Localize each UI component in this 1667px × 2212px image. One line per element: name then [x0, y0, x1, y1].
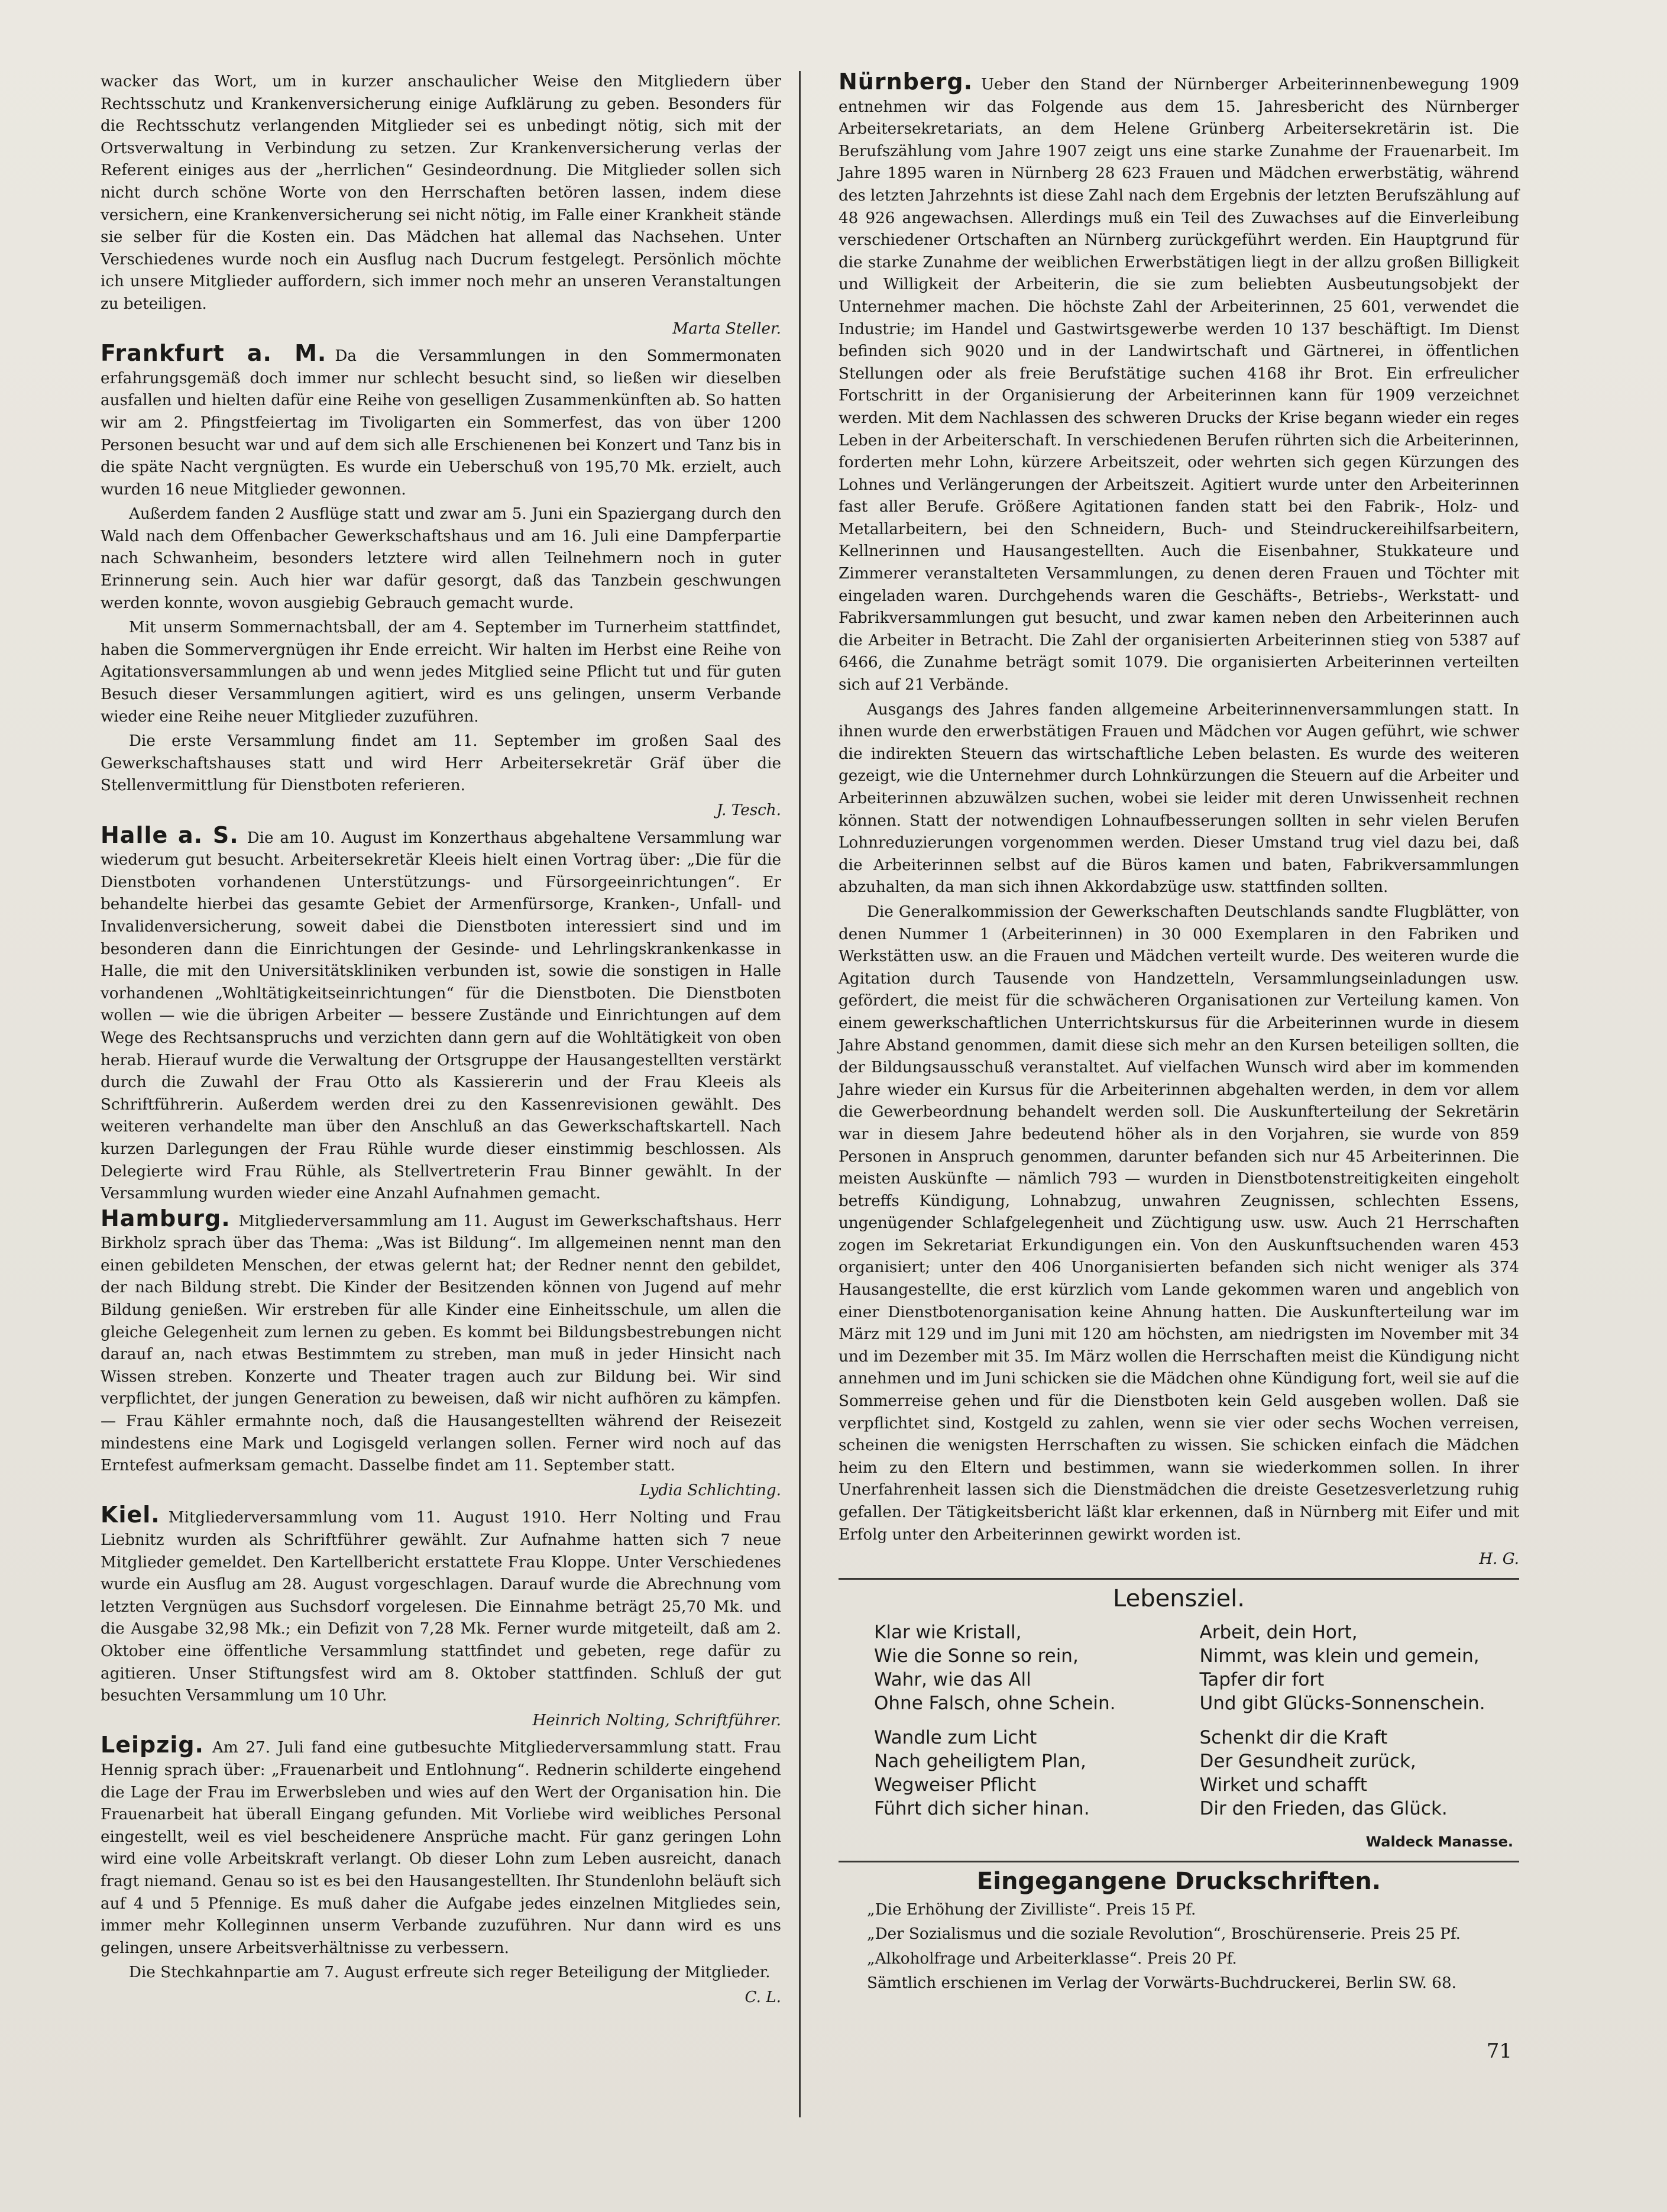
- nuernberg-paragraph-3: Die Generalkommission der Gewerkschaften Deutschlands sandte Flugblätter, von denen Nummer 1 (Arbeiterinnen) in 30 000 Exemplaren in den Fabriken und Werkstätten usw. an die Frauen und Mädchen verteilt wurde. Des weiteren wurde die Agitation durch Tausende von Handzetteln, Versammlungseinladungen usw. gefördert, die meist für die schwächeren Organisationen zur Verteilung kamen. Von einem gewerkschaftlichen Unterrichtskursus für die Arbeiterinnen wurde in diesem Jahre Abstand genommen, damit diese sich mehr an den Kursen beteiligen sollten, die der Bildungsausschuß veranstaltet. Auf vielfachen Wunsch wird aber im kommenden Jahre wieder ein Kursus für die Arbeiterinnen abgehalten werden, in dem vor allem die Gewerbeordnung behandelt werden soll. Die Auskunfterteilung der Sekretärin war in diesem Jahre bedeutend höher als in den Vorjahren, sie wurde von 859 Personen in Anspruch genommen, darunter befanden sich nur 45 Arbeiterinnen. Die meisten Auskünfte — nämlich 793 — wurden in Dienstbotenstreitigkeiten eingeholt betreffs Kündigung, Lohnabzug, unwahren Zeugnissen, schlechten Essens, ungenügender Schlafgelegenheit und Züchtigung usw. usw. Auch 21 Herrschaften zogen im Sekretariat Erkundigungen ein. Von den Auskunftsuchenden waren 453 organisiert; unter den 406 Unorganisierten befanden sich nicht weniger als 374 Hausangestellte, die erst kürzlich vom Lande gekommen waren und angeblich von einer Dienstbotenorganisation keine Ahnung hatten. Die Auskunfterteilung war im März mit 129 und im Juni mit 120 am höchsten, am niedrigsten im November mit 34 und im Dezember mit 35. Im März wollen die Herrschaften meist die Kündigung nicht annehmen und im Juni schicken sie die Mädchen ohne Kündigung fort, weil sie auf die Sommerreise gehen und für die Dienstboten kein Geld ausgeben wollen. Daß sie verpflichtet sind, Kostgeld zu zahlen, wenn sie vier oder sechs Wochen verreisen, scheinen die wenigsten Herrschaften zu wissen. Sie schicken einfach die Mädchen heim zu den Eltern und bestimmen, wann sie wiederkommen sollen. In ihrer Unerfahrenheit lassen sich die Dienstmädchen die dreiste Gesetzesverletzung ruhig gefallen. Der Tätigkeitsbericht läßt klar erkennen, daß in Nürnberg mit Eifer und mit Erfolg unter den Arbeiterinnen gewirkt worden ist.: [839, 903, 1519, 1544]
- divider-rule: [839, 1861, 1519, 1862]
- leipzig-paragraph-1: Am 27. Juli fand eine gutbesuchte Mitgliederversammlung statt. Frau Hennig sprach über: „Frauenarbeit und Entlohnung“. Rednerin schilderte eingehend die Lage der Frau im Erwerbsleben und wies auf den Wert der Organisation hin. Die Frauenarbeit hat überall Eingang gefunden. Mit Vorliebe wird weibliches Personal eingestellt, weil es viel bescheidenere Ansprüche macht. Für ganz geringen Lohn wird eine volle Arbeitskraft verlangt. Ob dieser Lohn zum Leben ausreicht, danach fragt niemand. Genau so ist es bei den Hausangestellten. Ihr Stundenlohn beläuft sich auf 4 und 5 Pfennige. Es muß daher die Aufgabe jedes einzelnen Mitgliedes sein, immer mehr Kolleginnen unserm Verbande zuzuführen. Nur dann wird es uns gelingen, unsere Arbeitsverhältnisse zu verbessern.: [101, 1739, 781, 1957]
- poem-stanza-1: [874, 1621, 1170, 1715]
- nuernberg-paragraph-2: Ausgangs des Jahres fanden allgemeine Arbeiterinnenversammlungen statt. In ihnen wurde den erwerbstätigen Frauen und Mädchen vor Augen geführt, wie schwer die indirekten Steuern das wirtschaftliche Leben belasten. Es wurde des weiteren gezeigt, wie die Unternehmer durch Lohnkürzungen die Steuern auf die Arbeiter und Arbeiterinnen abzuwälzen suchen, wobei sie leider mit deren Unwissenheit rechnen können. Statt der notwendigen Lohnaufbesserungen sollten in sehr vielen Berufen Lohnreduzierungen vorgenommen werden. Dieser Umstand trug viel dazu bei, daß die Arbeiterinnen selbst auf die Büros kamen und baten, Fabrikversammlungen abzuhalten, da man sich ihnen Akkordabzüge usw. stattfinden sollten.: [839, 700, 1519, 897]
- poem-line: Klar wie Kristall,: [874, 1622, 1022, 1644]
- print-item-2: „Der Sozialismus und die soziale Revolution“, Broschürenserie. Preis 25 Pf.: [867, 1925, 1461, 1943]
- poem-line: Wahr, wie das All: [874, 1669, 1031, 1691]
- poem-title: Lebensziel.: [1113, 1584, 1245, 1612]
- section-kiel: [101, 1504, 781, 1732]
- section-nuernberg: [839, 71, 1519, 1571]
- poem-line: Wandle zum Licht: [874, 1727, 1037, 1749]
- poem-line: Nimmt, was klein und gemein,: [1199, 1645, 1480, 1667]
- print-item-3: „Alkoholfrage und Arbeiterklasse“. Preis 20 Pf.: [867, 1949, 1237, 1968]
- poem-stanza-4: [1200, 1726, 1496, 1820]
- section-hamburg: [101, 1205, 781, 1502]
- print-item-4: Sämtlich erschienen im Verlag der Vorwärts-Buchdruckerei, Berlin SW. 68.: [867, 1974, 1456, 1993]
- city-heading-frankfurt: Frankfurt a. M.: [101, 340, 327, 367]
- poem-grid: [839, 1621, 1519, 1831]
- poem-stanza-3: [874, 1726, 1170, 1820]
- halle-paragraph-1: Die am 10. August im Konzerthaus abgehaltene Versammlung war wiederum gut besucht. Arbeitersekretär Kleeis hielt einen Vortrag über: „Die für die Dienstboten vorhandenen Unterstützungs- und Fürsorgeeinrichtungen“. Er behandelte hierbei das gesamte Gebiet der Armenfürsorge, Kranken-, Unfall- und Invalidenversicherung, soweit dabei die Dienstboten interessiert sind und im besonderen dann die Einrichtungen der Gesinde- und Lehrlingskrankenkasse in Halle, die mit den Universitätskliniken verbunden ist, sowie die sonstigen in Halle vorhandenen „Wohltätigkeitseinrichtungen“ für die Dienstboten. Die Dienstboten wollen — wie die übrigen Arbeiter — bessere Zustände und Einrichtungen auf dem Wege des Rechtsanspruchs und verzichten dann gern auf die Wohltätigkeit von oben herab. Hierauf wurde die Verwaltung der Ortsgruppe der Hausangestellten verstärkt durch die Zuwahl der Frau Otto als Kassiererin und der Frau Kleeis als Schriftführerin. Außerdem werden drei zu den Kassenrevisionen gewählt. Des weiteren verhandelte man über den Anschluß an das Gewerkschaftskartell. Nach kurzen Darlegungen der Frau Rühle wurde dieser einstimmig beschlossen. Als Delegierte wird Frau Rühle, als Stellvertreterin Frau Binner gewählt. In der Versammlung wurden wieder eine Anzahl Aufnahmen gemacht.: [101, 829, 782, 1203]
- kiel-paragraph-1: Mitgliederversammlung vom 11. August 1910. Herr Nolting und Frau Liebnitz wurden als Schriftführer gewählt. Zur Aufnahme hatten sich 7 neue Mitglieder gemeldet. Den Kartellbericht erstattete Frau Kloppe. Unter Verschiedenes wurde ein Ausflug am 28. August vorgeschlagen. Darauf wurde die Abrechnung vom letzten Vergnügen aus Suchsdorf vorgelesen. Die Einnahme beträgt 25,70 Mk. und die Ausgabe 32,98 Mk.; ein Defizit von 7,28 Mk. Ferner wurde mitgeteilt, daß am 2. Oktober eine öffentliche Versammlung stattfindet und gebeten, rege dafür zu agitieren. Unser Stiftungsfest wird am 8. Oktober stattfinden. Schluß der gut besuchten Versammlung um 10 Uhr.: [101, 1509, 781, 1705]
- intro-paragraph: wacker das Wort, um in kurzer anschaulicher Weise den Mitgliedern über Rechtsschutz und Krankenversicherung einige Aufklärung zu geben. Besonders für die Rechtsschutz verlangenden Mitglieder sei es unbedingt nötig, sich mit der Ortsverwaltung in Verbindung zu setzen. Zur Krankenversicherung verlas der Referent einiges aus der „herrlichen“ Gesindeordnung. Die Mitglieder sollen sich nicht durch schöne Worte von den Herrschaften betören lassen, indem diese versichern, eine Krankenversicherung sei nicht nötig, im Falle einer Krankheit stände sie selber für die Kosten ein. Das Mädchen hat allemal das Nachsehen. Unter Verschiedenes wurde noch ein Ausflug nach Ducrum festgelegt. Persönlich möchte ich unsere Mitglieder auffordern, sich immer noch mehr an unseren Veranstaltungen zu beteiligen.: [101, 73, 781, 313]
- prints-title: Eingegangene Druckschriften.: [976, 1867, 1381, 1895]
- poem-line: Dir den Frieden, das Glück.: [1199, 1798, 1448, 1820]
- poem-block: [839, 1584, 1519, 1854]
- nuernberg-signature: H. G.: [1479, 1550, 1519, 1569]
- left-column: [101, 71, 801, 2117]
- frankfurt-paragraph-4: Die erste Versammlung findet am 11. September im großen Saal des Gewerkschaftshauses statt und wird Herr Arbeitersekretär Gräf über die Stellenvermittlung für Dienstboten referieren.: [101, 732, 781, 795]
- hamburg-paragraph-1: Mitgliederversammlung am 11. August im Gewerkschaftshaus. Herr Birkholz sprach über das Thema: „Was ist Bildung“. Im allgemeinen nennt man den einen gebildeten Menschen, der etwas gelernt hat; der Redner nennt den gebildet, der nach Bildung strebt. Die Kinder der Besitzenden können von Jugend auf mehr Bildung genießen. Wir erstreben für alle Kinder eine Einheitsschule, um allen die gleiche Gelegenheit zum lernen zu geben. Es kommt bei Bildungsbestrebungen nicht darauf an, nach etwas Bestimmtem zu streben, man muß in jeder Hinsicht nach Wissen streben. Konzerte und Theater tragen auch zur Bildung bei. Wir sind verpflichtet, der jungen Generation zu beweisen, daß wir nicht aufhören zu kämpfen. — Frau Kähler ermahnte noch, daß die Hausangestellten während der Reisezeit mindestens eine Mark und Logisgeld verlangen sollen. Ferner wird noch auf das Erntefest aufmerksam gemacht. Dasselbe findet am 11. September statt.: [101, 1212, 781, 1475]
- section-frankfurt: [101, 342, 781, 822]
- city-heading-nuernberg: Nürnberg.: [839, 69, 973, 95]
- city-heading-leipzig: Leipzig.: [101, 1732, 204, 1758]
- poem-author: Waldeck Manasse.: [1365, 1833, 1513, 1851]
- leipzig-paragraph-2: Die Stechkahnpartie am 7. August erfreute sich reger Beteiligung der Mitglieder.: [129, 1964, 771, 1982]
- poem-line: Wirket und schafft: [1199, 1774, 1367, 1796]
- prints-block: [839, 1867, 1519, 1995]
- frankfurt-paragraph-1: Da die Versammlungen in den Sommermonaten erfahrungsgemäß doch immer nur schlecht besucht sind, so ließen wir dieselben ausfallen und hielten dafür eine Reihe von geselligen Zusammenkünften ab. So hatten wir am 2. Pfingstfeiertag im Tivoligarten ein Sommerfest, das von über 1200 Personen besucht war und auf dem sich alle Erschienenen bei Konzert und Tanz bis in die späte Nacht vergnügten. Es wurde ein Ueberschuß von 195,70 Mk. erzielt, auch wurden 16 neue Mitglieder gewonnen.: [101, 347, 782, 499]
- poem-line: Der Gesundheit zurück,: [1199, 1751, 1416, 1773]
- poem-line: Schenkt dir die Kraft: [1199, 1727, 1388, 1749]
- hamburg-signature: Lydia Schlichting.: [639, 1481, 781, 1499]
- right-column: [839, 71, 1519, 2117]
- poem-line: Wegweiser Pflicht: [874, 1774, 1037, 1796]
- leipzig-signature: C. L.: [745, 1988, 781, 2006]
- city-heading-halle: Halle a. S.: [101, 822, 239, 848]
- nuernberg-paragraph-1: Ueber den Stand der Nürnberger Arbeiterinnenbewegung 1909 entnehmen wir das Folgende aus dem 15. Jahresbericht des Nürnberger Arbeitersekretariats, an dem Helene Grünberg Arbeitersekretärin ist. Die Berufszählung vom Jahre 1907 zeigt uns eine starke Zunahme der Frauenarbeit. Im Jahre 1895 waren in Nürnberg 28 623 Frauen und Mädchen erwerbstätig, während des letzten Jahrzehnts ist diese Zahl nach dem Ergebnis der letzten Berufszählung auf 48 926 angewachsen. Allerdings muß ein Teil des Zuwachses auf die Einverleibung verschiedener Ortschaften an Nürnberg zurückgeführt werden. Ein Hauptgrund für die starke Zunahme der weiblichen Erwerbstätigen liegt in der allzu großen Billigkeit und Willigkeit der Arbeiterin, die sie zum beliebten Ausbeutungsobjekt der Unternehmer machen. Die höchste Zahl der Arbeiterinnen, 25 601, verwendet die Industrie; im Handel und Gastwirtsgewerbe werden 10 137 beschäftigt. Im Dienst befinden sich 9020 und in der Landwirtschaft und Gärtnerei, in öffentlichen Stellungen oder als freie Berufstätige suchen 4168 ihr Brot. Ein erfreulicher Fortschritt in der Organisierung der Arbeiterinnen kann für 1909 verzeichnet werden. Mit dem Nachlassen des schweren Drucks der Krise begann wieder ein reges Leben in der Arbeiterschaft. In verschiedenen Berufen rührten sich die Arbeiterinnen, forderten mehr Lohn, kürzere Arbeitszeit, oder wehrten sich gegen Kürzungen des Lohnes und Verlängerungen der Arbeitszeit. Agitiert wurde unter den Arbeiterinnen fast aller Berufe. Größere Agitationen fanden statt bei den Fabrik-, Holz- und Metallarbeitern, bei den Schneidern, Buch- und Steindruckereihilfsarbeitern, Kellnerinnen und Hausangestellten. Auch die Eisenbahner, Stukkateure und Zimmerer veranstalteten Versammlungen, zu denen deren Frauen und Töchter mit eingeladen waren. Durchgehends waren die Geschäfts-, Betriebs-, Werkstatt- und Fabrikversammlungen gut besucht, und zwar kamen neben den Arbeiterinnen auch die Arbeiter in Betracht. Die Zahl der organisierten Arbeiterinnen stieg von 5387 auf 6466, die Zunahme beträgt somit 1079. Die organisierten Arbeiterinnen verteilten sich auf 21 Verbände.: [839, 76, 1519, 694]
- frankfurt-signature: J. Tesch.: [716, 801, 781, 819]
- section-intro: [101, 71, 781, 340]
- poem-line: Und gibt Glücks-Sonnenschein.: [1199, 1693, 1485, 1715]
- divider-rule: [839, 1578, 1519, 1580]
- poem-stanza-2: [1200, 1621, 1496, 1715]
- poem-line: Führt dich sicher hinan.: [874, 1798, 1090, 1820]
- section-halle: [101, 824, 781, 1205]
- frankfurt-paragraph-2: Außerdem fanden 2 Ausflüge statt und zwar am 5. Juni ein Spaziergang durch den Wald nach dem Offenbacher Gewerkschaftshaus und am 16. Juli eine Dampferpartie nach Schwanheim, besonders letztere wird allen Teilnehmern noch in guter Erinnerung sein. Auch hier war dafür gesorgt, daß das Tanzbein geschwungen werden konnte, wovon ausgiebig Gebrauch gemacht wurde.: [101, 505, 781, 612]
- poem-line: Arbeit, dein Hort,: [1199, 1622, 1358, 1644]
- poem-line: Tapfer dir fort: [1199, 1669, 1325, 1691]
- print-item-1: „Die Erhöhung der Zivilliste“. Preis 15 Pf.: [867, 1900, 1196, 1919]
- city-heading-kiel: Kiel.: [101, 1502, 160, 1528]
- poem-line: Wie die Sonne so rein,: [874, 1645, 1079, 1667]
- city-heading-hamburg: Hamburg.: [101, 1205, 231, 1231]
- kiel-signature: Heinrich Nolting, Schriftführer.: [532, 1711, 781, 1729]
- page-number: 71: [1486, 2039, 1512, 2063]
- section-leipzig: [101, 1734, 781, 2009]
- intro-signature: Marta Steller.: [672, 319, 781, 338]
- frankfurt-paragraph-3: Mit unserm Sommernachtsball, der am 4. September im Turnerheim stattfindet, haben die Sommervergnügen ihr Ende erreicht. Wir halten im Herbst eine Reihe von Agitationsversammlungen ab und wenn jedes Mitglied seine Pflicht tut und für guten Besuch dieser Versammlungen agitiert, wird es uns gelingen, unserm Verbande wieder eine Reihe neuer Mitglieder zuzuführen.: [101, 619, 781, 726]
- columns: [101, 71, 1519, 2117]
- poem-line: Nach geheiligtem Plan,: [874, 1751, 1086, 1773]
- poem-line: Ohne Falsch, ohne Schein.: [874, 1693, 1116, 1715]
